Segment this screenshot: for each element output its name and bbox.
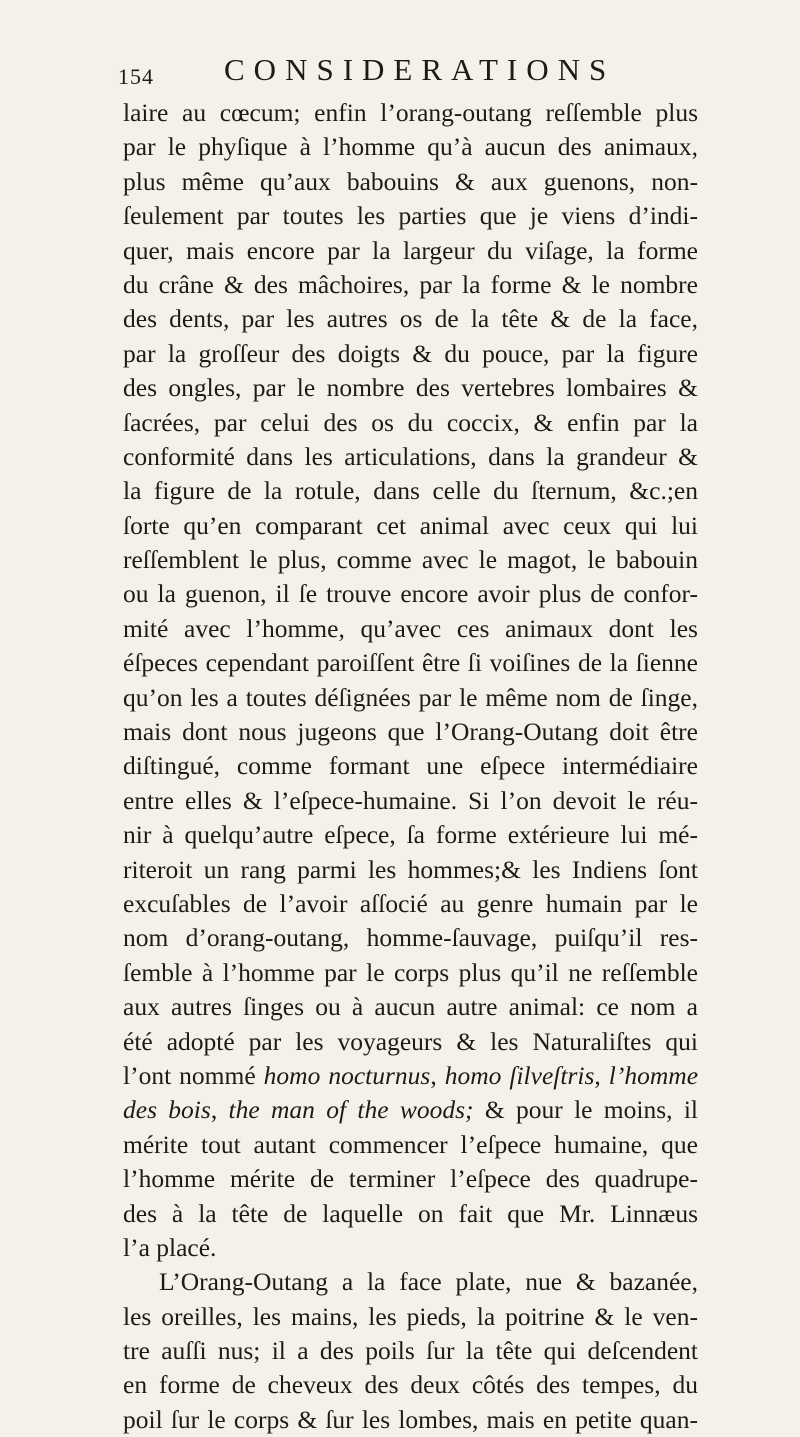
text-line: nir à quelqu’autre eſpece, ſa forme extérieure lui mé- [123, 820, 698, 850]
text-line: plus même qu’aux babouins & aux guenons, non- [123, 166, 698, 196]
text-line: des ongles, par le nombre des vertebres lombaires & [123, 373, 698, 403]
text-line: l’a placé. [123, 1232, 217, 1262]
text-line: mité avec l’homme, qu’avec ces animaux dont les [123, 613, 698, 643]
text-line: ſemble à l’homme par le corps plus qu’il ne reſſemble [123, 957, 698, 987]
text-line: ſacrées, par celui des os du coccix, & enfin par la [123, 407, 698, 437]
text-line: par le phyſique à l’homme qu’à aucun des animaux, [123, 132, 698, 162]
text-line: excuſables de l’avoir aſſocié au genre humain par le [123, 888, 698, 918]
body-text [123, 96, 698, 1437]
text-segment: & pour le moins, il [473, 1095, 699, 1125]
text-line: ſeulement par toutes les parties que je viens d’indi- [123, 201, 698, 231]
text-line: mérite tout autant commencer l’eſpece humaine, que [123, 1129, 698, 1159]
page-number: 154 [118, 64, 154, 89]
text-line: nom d’orang-outang, homme-ſauvage, puiſqu’il res- [123, 923, 698, 953]
text-line: diſtingué, comme formant une eſpece intermédiaire [123, 751, 698, 781]
italic-term: homo ſilveſtris [444, 1060, 595, 1090]
text-line: ou la guenon, il ſe trouve encore avoir plus de confor- [123, 579, 698, 609]
text-line: l’homme mérite de terminer l’eſpece des quadrupe- [123, 1164, 698, 1194]
text-line: riteroit un rang parmi les hommes;& les Indiens ſont [123, 854, 698, 884]
text-line-italic-names [123, 1059, 698, 1093]
text-line: des à la tête de laquelle on fait que Mr. Linnæus [123, 1198, 698, 1228]
text-line: la figure de la rotule, dans celle du ſternum, &c.;en [123, 476, 698, 506]
text-segment: , [594, 1060, 609, 1090]
text-line: entre elles & l’eſpece-humaine. Si l’on devoit le réu- [123, 785, 698, 815]
text-line: qu’on les a toutes déſignées par le même nom de ſinge, [123, 682, 698, 712]
italic-term: l’homme [608, 1060, 699, 1090]
text-line: mais dont nous jugeons que l’Orang-Outang doit être [123, 717, 698, 747]
text-line: reſſemblent le plus, comme avec le magot, le babouin [123, 545, 698, 575]
paragraph-first-line: L’Orang-Outang a la face plate, nue & bazanée, [159, 1267, 698, 1297]
text-line: en forme de cheveux des deux côtés des tempes, du [123, 1370, 698, 1400]
text-line: tre auſſi nus; il a des poils ſur la tête qui deſcendent [123, 1336, 698, 1366]
italic-term: homo nocturnus [263, 1060, 431, 1090]
text-line: laire au cœcum; enfin l’orang-outang reſſemble plus [123, 98, 698, 127]
text-line: été adopté par les voyageurs & les Naturaliſtes qui [123, 1026, 698, 1056]
text-line: conformité dans les articulations, dans la grandeur & [123, 441, 698, 471]
text-line: quer, mais encore par la largeur du viſage, la forme [123, 235, 698, 265]
text-line: les oreilles, les mains, les pieds, la poitrine & le ven- [123, 1301, 698, 1331]
text-line: poil ſur le corps & ſur les lombes, mais en petite quan- [123, 1404, 698, 1434]
text-segment: l’ont nommé [123, 1060, 264, 1090]
text-line: ſorte qu’en comparant cet animal avec ceux qui lui [123, 510, 698, 540]
text-line: du crâne & des mâchoires, par la forme & le nombre [123, 269, 698, 299]
text-line: des dents, par les autres os de la tête & de la face, [123, 304, 698, 334]
text-line: aux autres ſinges ou à aucun autre animal: ce nom a [123, 992, 698, 1022]
text-segment: , [430, 1060, 445, 1090]
text-segment: , [210, 1095, 229, 1125]
running-title: CONSIDERATIONS [224, 52, 616, 87]
text-line-italic-names [123, 1093, 698, 1127]
italic-term: the man of the woods; [228, 1095, 474, 1125]
italic-term: des bois [123, 1095, 211, 1125]
page-header [118, 52, 718, 92]
text-line: par la groſſeur des doigts & du pouce, par la figure [123, 338, 698, 368]
text-line: éſpeces cependant paroiſſent être ſi voiſines de la ſienne [123, 648, 698, 678]
